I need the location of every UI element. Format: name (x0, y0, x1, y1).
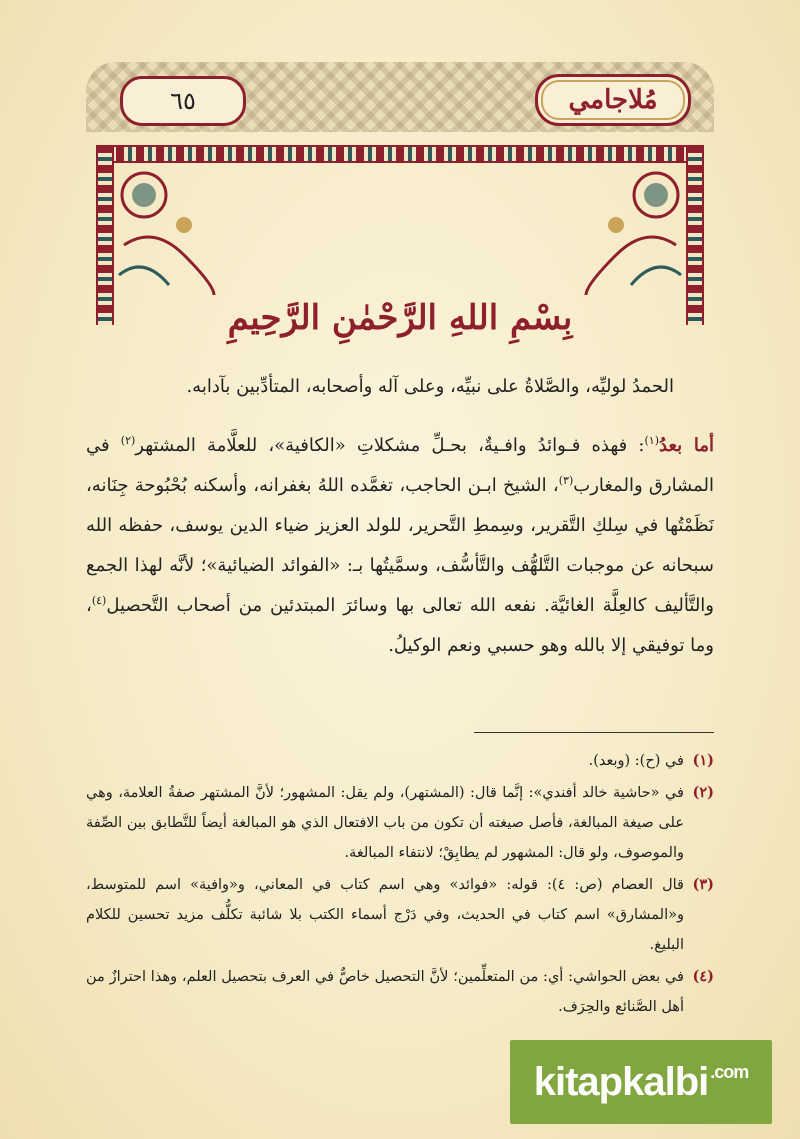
footnote-ref-1[interactable]: (١) (644, 434, 660, 447)
book-title: مُلاجامي (535, 74, 691, 126)
basmala-heading: بِسْمِ اللهِ الرَّحْمٰنِ الرَّحِيمِ (227, 298, 573, 338)
lead-phrase: أما بعدُ (659, 435, 714, 456)
footnote-text: في بعض الحواشي: أي: من المتعلِّمين؛ لأنَّ التحصيل خاصٌّ في العرف بتحصيل العلم، وهذا احترازٌ من أهل الصَّنائع والحِرَف. (86, 969, 684, 1015)
paragraph-text: ، الشيخ ابـن الحاجب، تغمَّده اللهُ بغفرانه، وأسكنه بُحْبُوحة جِنَانه، نَظَمْتُها في سِلكِ التَّقرير، وسِمطِ التَّحرير، للولد العزيز ضياء الدين يوسف، حفظه الله سبحانه عن موجبات التَّلهُّف والتَّأسُّف، وسمَّيتُها بـ: «الفوائد الضيائية»؛ لأنَّه لهذا الجمع والتَّأليف كالعِلَّة الغائيَّة. نفعه الله تعالى بها وسائرَ المبتدئين من أصحاب التَّحصيل (86, 475, 714, 616)
footnote-number: (٤) (692, 968, 714, 985)
footnote-number: (٢) (692, 784, 714, 801)
paragraph-text: : فهذه فـوائدُ وافـيةٌ، بحـلِّ مشكلاتِ «الكافية»، للعلَّامة المشتهر (135, 435, 645, 456)
footnote-item (86, 778, 714, 868)
footnote-number: (٣) (692, 876, 714, 893)
footnote-item (86, 870, 714, 960)
footnote-text: قال العصام (ص: ٤): قوله: «فوائد» وهي اسم كتاب في المعاني، و«وافية» اسم للمتوسط، و«المشارق» اسم كتاب في الحديث، وفي دَرْج أسماء الكتب بلا شائبة تكلُّف مزيد تحسين للكلام البليغ. (86, 877, 684, 953)
footnotes-section (86, 746, 714, 1024)
main-paragraph (86, 426, 714, 666)
footnote-text: في «حاشية خالد أفندي»: إنَّما قال: (المشتهر)، ولم يقل: المشهور؛ لأنَّ المشتهر صفةُ العلامة، وهي على صيغة المبالغة، فأصل صيغته أن تكون من باب الافتعال الذي هو المبالغة أيضاً للتَّطابق بين الصِّفة والموصوف، ولو قال: المشهور لم يطابِقْ؛ لانتفاء المبالغة. (86, 785, 684, 861)
page-number: ٦٥ (120, 76, 246, 126)
footnote-ref-3[interactable]: (٣) (558, 474, 574, 487)
kitapkalbi-watermark (510, 1040, 772, 1124)
left-arabesque-ornament (114, 165, 224, 305)
footnote-item (86, 746, 714, 776)
footnote-ref-2[interactable]: (٢) (120, 434, 136, 447)
footnote-item (86, 962, 714, 1022)
right-arabesque-ornament (576, 165, 686, 305)
footnote-text: في (ح): (وبعد). (588, 753, 684, 769)
header-border-band (96, 145, 704, 163)
footnote-number: (١) (692, 752, 714, 769)
watermark-tld: .com (710, 1062, 749, 1082)
intro-line: الحمدُ لوليِّه، والصَّلاةُ على نبيِّه، وعلى آله وأصحابه، المتأدِّبين بآدابه. (186, 376, 674, 397)
paragraph-text: في المشارق والمغارب (86, 435, 714, 496)
paragraph-text: ، وما توفيقي إلا بالله وهو حسبي ونعم الوكيلُ. (86, 595, 714, 656)
watermark-brand: kitapkalbi (533, 1059, 709, 1104)
footnote-divider (474, 732, 714, 733)
footnote-ref-4[interactable]: (٤) (91, 594, 107, 607)
